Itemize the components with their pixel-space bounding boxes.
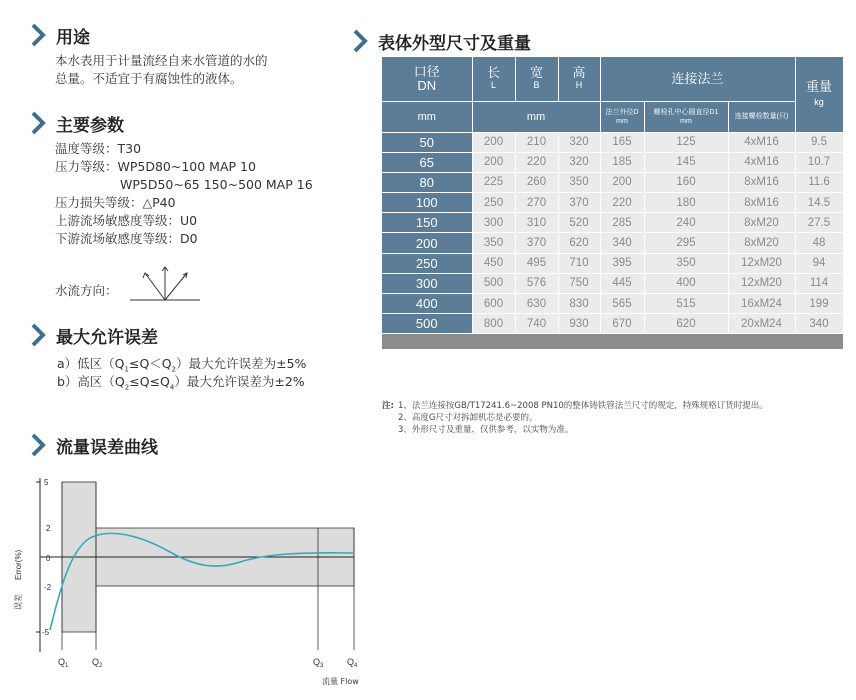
table-cell: 225 <box>472 172 515 192</box>
header-dn: 口径 DN <box>382 57 472 101</box>
flow-direction-label: 水流方向： <box>55 283 118 298</box>
dn-cell: 65 <box>382 152 472 172</box>
table-cell: 180 <box>644 193 728 213</box>
table-cell: 94 <box>795 253 843 273</box>
table-row <box>382 172 843 192</box>
note-line: 2、高度G尺寸对拆卸机芯是必要的。 <box>398 413 538 423</box>
table-cell: 565 <box>600 294 644 314</box>
table-cell: 200 <box>472 132 515 152</box>
table-cell: 295 <box>644 233 728 253</box>
section-heading-usage <box>30 22 90 48</box>
table-cell: 320 <box>558 152 600 172</box>
table-cell: 48 <box>795 233 843 253</box>
dn-cell: 150 <box>382 213 472 233</box>
table-cell: 620 <box>644 314 728 334</box>
table-cell: 260 <box>515 172 558 192</box>
table-cell: 210 <box>515 132 558 152</box>
table-cell: 395 <box>600 253 644 273</box>
table-cell: 600 <box>472 294 515 314</box>
table-cell: 114 <box>795 273 843 293</box>
header-height: 高 H <box>558 57 600 101</box>
table-cell: 165 <box>600 132 644 152</box>
table-cell: 285 <box>600 213 644 233</box>
table-cell: 145 <box>644 152 728 172</box>
param-pressure-loss: 压力损失等级：△P40 <box>55 195 176 210</box>
flow-direction-icon <box>130 263 210 303</box>
header-bolt-count: 连接螺栓数量(只) <box>728 101 795 132</box>
max-error-list <box>57 355 306 391</box>
curve-title: 流量误差曲线 <box>56 437 158 458</box>
table-header-row-1 <box>382 57 843 101</box>
table-title: 表体外型尺寸及重量 <box>378 33 531 54</box>
params-list <box>55 140 313 248</box>
table-cell: 16xM24 <box>728 294 795 314</box>
chevron-right-icon <box>30 432 46 458</box>
table-cell: 11.6 <box>795 172 843 192</box>
table-cell: 220 <box>600 193 644 213</box>
dn-cell: 50 <box>382 132 472 152</box>
table-cell: 8xM20 <box>728 233 795 253</box>
note-line: 3、外形尺寸及重量、仅供参考，以实物为准。 <box>398 425 574 435</box>
table-cell: 125 <box>644 132 728 152</box>
y-tick-label: 0 <box>46 554 51 563</box>
table-cell: 500 <box>472 273 515 293</box>
table-cell: 370 <box>515 233 558 253</box>
y-ticks <box>36 482 40 632</box>
param-pressure-2: WP5D50~65 150~500 MAP 16 <box>120 177 313 192</box>
header-weight: 重量 kg <box>795 57 843 132</box>
table-cell: 300 <box>472 213 515 233</box>
chevron-right-icon <box>30 322 46 348</box>
header-dim-unit: mm <box>472 101 600 132</box>
param-temperature: 温度等级：T30 <box>55 141 142 156</box>
param-upstream: 上游流场敏感度等级：U0 <box>55 213 198 228</box>
params-title: 主要参数 <box>56 115 124 136</box>
section-heading-table <box>352 28 531 54</box>
table-cell: 270 <box>515 193 558 213</box>
dn-cell: 500 <box>382 314 472 334</box>
usage-text <box>55 52 268 88</box>
table-cell: 515 <box>644 294 728 314</box>
table-cell: 240 <box>644 213 728 233</box>
section-heading-params <box>30 110 124 136</box>
table-cell: 14.5 <box>795 193 843 213</box>
dn-cell: 100 <box>382 193 472 213</box>
section-heading-max-error <box>30 322 158 348</box>
y-tick-label: 2 <box>46 524 51 533</box>
table-cell: 12xM20 <box>728 253 795 273</box>
header-width: 宽 B <box>515 57 558 101</box>
max-error-low: a）低区$(Q_1\le Q<Q_2)$最大允许误差为±5% <box>57 356 307 374</box>
dn-cell: 400 <box>382 294 472 314</box>
table-cell: 350 <box>558 172 600 192</box>
table-cell: 320 <box>558 132 600 152</box>
table-cell: 185 <box>600 152 644 172</box>
table-cell: 740 <box>515 314 558 334</box>
chevron-right-icon <box>30 110 46 136</box>
table-cell: 200 <box>600 172 644 192</box>
table-row <box>382 314 843 334</box>
param-downstream: 下游流场敏感度等级：D0 <box>55 231 198 246</box>
x-tick-q3: $Q_3$ <box>313 657 324 669</box>
header-flange-od: 法兰外径D mm <box>600 101 644 132</box>
dn-cell: 80 <box>382 172 472 192</box>
table-cell: 8xM16 <box>728 193 795 213</box>
table-row <box>382 213 843 233</box>
table-cell: 750 <box>558 273 600 293</box>
header-length: 长 L <box>472 57 515 101</box>
table-cell: 20xM24 <box>728 314 795 334</box>
table-cell: 830 <box>558 294 600 314</box>
table-notes <box>382 400 768 436</box>
table-cell: 9.5 <box>795 132 843 152</box>
chevron-right-icon <box>30 22 46 48</box>
error-curve-chart <box>0 470 372 692</box>
table-cell: 10.7 <box>795 152 843 172</box>
table-cell: 450 <box>472 253 515 273</box>
table-cell: 930 <box>558 314 600 334</box>
usage-line: 总量。不适宜于有腐蚀性的液体。 <box>55 71 243 86</box>
table-cell: 710 <box>558 253 600 273</box>
usage-title: 用途 <box>56 27 90 48</box>
table-row <box>382 193 843 213</box>
dn-cell: 200 <box>382 233 472 253</box>
table-cell: 350 <box>644 253 728 273</box>
table-cell: 12xM20 <box>728 273 795 293</box>
y-axis-label-cn: 误差 <box>14 594 23 610</box>
dimension-table <box>382 57 844 350</box>
y-tick-label: -5 <box>42 628 50 637</box>
table-cell: 495 <box>515 253 558 273</box>
x-tick-q2: $Q_2$ <box>92 657 103 669</box>
table-cell: 630 <box>515 294 558 314</box>
table-row <box>382 294 843 314</box>
table-row <box>382 132 843 152</box>
table-row <box>382 233 843 253</box>
table-cell: 800 <box>472 314 515 334</box>
table-cell: 160 <box>644 172 728 192</box>
x-axis-label: 流量 Flow <box>322 677 359 686</box>
table-cell: 520 <box>558 213 600 233</box>
y-tick-label: -2 <box>44 583 52 592</box>
dn-cell: 300 <box>382 273 472 293</box>
table-row <box>382 253 843 273</box>
table-cell: 340 <box>600 233 644 253</box>
header-bolt-circle: 螺栓孔中心圆直径D1 mm <box>644 101 728 132</box>
section-heading-curve <box>30 432 158 458</box>
table-cell: 370 <box>558 193 600 213</box>
table-cell: 310 <box>515 213 558 233</box>
x-tick-q4: $Q_4$ <box>347 657 358 669</box>
y-tick-label: 5 <box>44 478 49 487</box>
table-cell: 350 <box>472 233 515 253</box>
table-cell: 445 <box>600 273 644 293</box>
y-axis-label: Error(%) <box>14 549 23 580</box>
param-pressure-1: 压力等级：WP5D80~100 MAP 10 <box>55 159 256 174</box>
table-cell: 220 <box>515 152 558 172</box>
table-cell: 340 <box>795 314 843 334</box>
table-row <box>382 273 843 293</box>
table-cell: 200 <box>472 152 515 172</box>
note-line: 注: 1、法兰连接按GB/T17241.6~2008 PN10的整体铸铁管法兰尺寸的规定，特殊规格订货时提出。 <box>382 401 768 411</box>
table-cell: 8xM16 <box>728 172 795 192</box>
table-cell: 4xM16 <box>728 132 795 152</box>
table-header-row-2 <box>382 101 843 132</box>
table-cell: 8xM20 <box>728 213 795 233</box>
usage-line: 本水表用于计量流经自来水管道的水的 <box>55 53 268 68</box>
dn-cell: 250 <box>382 253 472 273</box>
header-dn-unit: mm <box>382 101 472 132</box>
table-cell: 576 <box>515 273 558 293</box>
table-cell: 250 <box>472 193 515 213</box>
header-flange: 连接法兰 <box>600 57 795 101</box>
table-cell: 400 <box>644 273 728 293</box>
table-row <box>382 152 843 172</box>
chevron-right-icon <box>352 28 368 54</box>
max-error-high: b）高区$(Q_2\le Q\le Q_4)$最大允许误差为±2% <box>57 374 305 392</box>
max-error-title: 最大允许误差 <box>56 327 158 348</box>
table-cell: 27.5 <box>795 213 843 233</box>
table-cell: 620 <box>558 233 600 253</box>
table-cell: 670 <box>600 314 644 334</box>
table-cell: 199 <box>795 294 843 314</box>
x-tick-q1: $Q_1$ <box>58 657 69 669</box>
table-cell: 4xM16 <box>728 152 795 172</box>
table-footer-bar <box>382 334 843 350</box>
